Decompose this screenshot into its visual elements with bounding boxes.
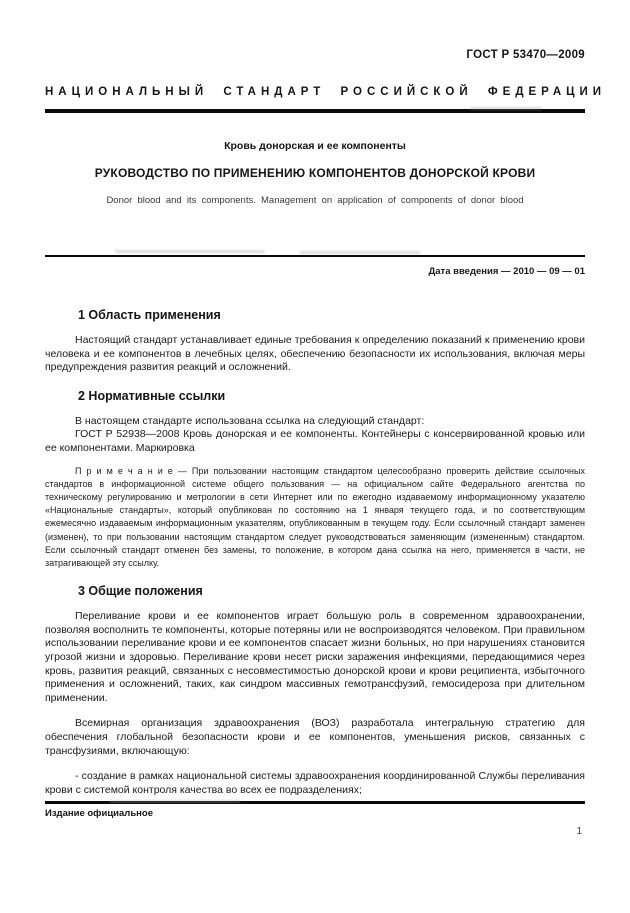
title-block-rule xyxy=(45,255,585,258)
section-1-heading: 1 Область применения xyxy=(78,308,221,322)
section-2-paragraph: В настоящем стандарте использована ссылка на следующий стандарт: xyxy=(75,414,425,427)
section-3-paragraph: Переливание крови и ее компонентов играет большую роль в современном здравоохранении, позволяя восполнить те компоненты, которые потеряны или не воспроизводятся человеком. При правильном использовании переливание крови и ее компонентов спасает жизни больных, но при нарушениях становится угрозой жизни и здоровью. Переливание крови несет риски заражения инфекциями, передающимися через кровь, развития реакций, связанных с несовместимостью донорской крови и крови реципиента, избыточного применения и осложнений, таких, как синдром массивных гемотрансфузий, гемосидероза при длительном применении. xyxy=(45,610,585,704)
standard-subject: Кровь донорская и ее компоненты xyxy=(224,139,406,152)
footer-rule xyxy=(45,801,585,804)
effective-date: Дата введения — 2010 — 09 — 01 xyxy=(428,266,585,277)
edition-label: Издание официальное xyxy=(45,808,153,819)
header-rule xyxy=(45,109,585,113)
section-2-note: П р и м е ч а н и е — При пользовании настоящим стандартом целесообразно проверить действие ссылочных стандартов в информационной системе общего пользования — на официальном сайте Федерального агентства по техническому регулированию и метрологии в сети Интернет или по ежегодно издаваемому информационному указателю «Национальные стандарты», который опубликован по состоянию на 1 января текущего года, и по соответствующим ежемесячно издаваемым информационным указателям, опубликованным в текущем году. Если ссылочный стандарт заменен (изменен), то при пользовании настоящим стандартом следует руководствоваться заменяющим (измененным) стандартом. Если ссылочный стандарт отменен без замены, то положение, в котором дана ссылка на него, применяется в части, не затрагивающей эту ссылку. xyxy=(45,465,585,568)
document-code: ГОСТ Р 53470—2009 xyxy=(466,49,585,61)
standard-type-banner: НАЦИОНАЛЬНЫЙ СТАНДАРТ РОССИЙСКОЙ ФЕДЕРАЦИИ xyxy=(45,86,607,98)
standard-title-english: Donor blood and its components. Management on application of components of donor blood xyxy=(106,194,524,206)
section-3-list-item: - создание в рамках национальной системы здравоохранения координированной Службы переливания крови с системой контроля качества во всех ее подразделениях; xyxy=(45,770,585,796)
section-2-paragraph: ГОСТ Р 52938—2008 Кровь донорская и ее компоненты. Контейнеры с консервированной кровью или ее компонентами. Маркировка xyxy=(45,428,585,454)
section-3-heading: 3 Общие положения xyxy=(78,584,203,599)
scan-artifact xyxy=(115,250,265,253)
standard-title: РУКОВОДСТВО ПО ПРИМЕНЕНИЮ КОМПОНЕНТОВ ДОНОРСКОЙ КРОВИ xyxy=(94,165,536,180)
section-2-heading: 2 Нормативные ссылки xyxy=(78,388,226,403)
section-3-paragraph: Всемирная организация здравоохранения (ВОЗ) разработала интегральную стратегию для обеспечения глобальной безопасности крови и ее компонентов, уменьшения рисков, связанных с трансфузиями, включающую: xyxy=(45,717,585,757)
section-1-paragraph: Настоящий стандарт устанавливает единые требования к определению показаний к применению крови человека и ее компонентов в лечебных целях, обеспечению безопасности их использования, включая меры предупреждения развития реакций и осложнений. xyxy=(45,334,585,374)
page-number: 1 xyxy=(576,826,582,837)
